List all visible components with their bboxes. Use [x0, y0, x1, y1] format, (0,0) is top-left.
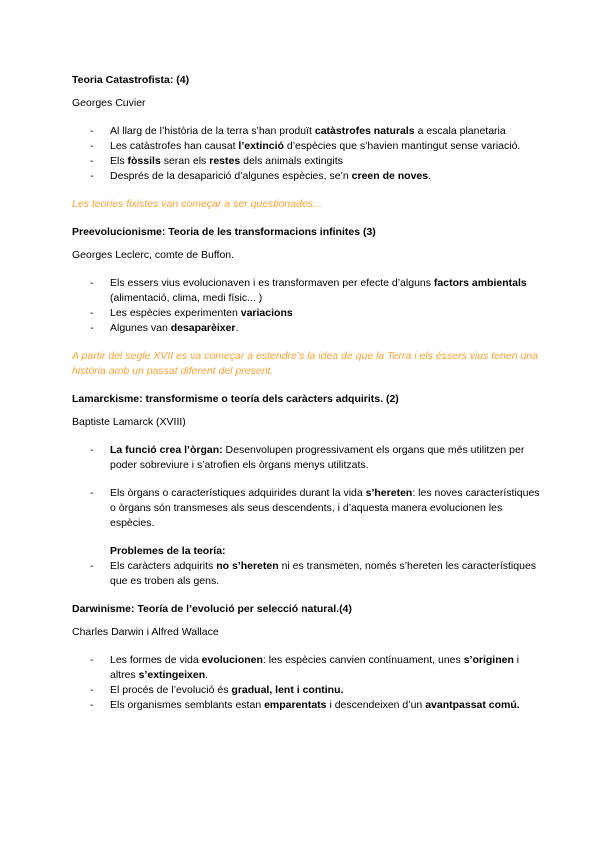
text-segment: Després de la desaparició d’algunes espècies, se’n [110, 170, 352, 182]
bullet-item [72, 443, 542, 473]
bullet-item [72, 276, 542, 306]
text-segment: a escala planetaria [414, 125, 506, 137]
bullet-text [110, 139, 542, 154]
bold-text-segment: emparentats [264, 699, 327, 711]
bullet-marker: - [90, 699, 94, 711]
text-segment: : les noves característiques o òrgans són transmeses als seus descendents, i d’aquesta manera evolucionen les espècies. [110, 487, 540, 529]
bullet-marker: - [90, 140, 94, 152]
bold-text-segment: desaparèixer [170, 322, 236, 334]
bullet-item [72, 698, 542, 713]
note-italic: Les teories fixistes van começar a ser questionades... [72, 198, 322, 210]
bullet-marker: - [90, 654, 94, 666]
bullet-marker: - [90, 322, 94, 334]
author-line: Georges Cuvier [72, 97, 146, 109]
bullet-item [72, 124, 542, 139]
text-segment: d’espècies que s’havien mantingut sense variació. [283, 140, 521, 152]
text-segment: ni es transmeten, només s’hereten les característiques que es troben als gens. [110, 560, 537, 587]
author-line: Georges Leclerc, comte de Buffon. [72, 249, 235, 261]
bold-text-segment: s’extingeixen [138, 669, 206, 681]
text-segment: i altres [110, 654, 520, 681]
text-segment: Al llarg de l’història de la terra s’han produït [110, 125, 315, 137]
author-line: Baptiste Lamarck (XVIII) [72, 416, 186, 428]
text-segment: Els caràcters adquirits [110, 560, 217, 572]
bold-text-segment: s’originen [463, 654, 514, 666]
bullet-item [72, 683, 542, 698]
bullet-text [110, 124, 542, 139]
bullet-text [110, 653, 542, 683]
text-segment: Els essers vius evolucionaven i es transformaven per efecte d’alguns [110, 277, 434, 289]
bullet-item [72, 306, 542, 321]
text-segment: i descendeixen d’un [326, 699, 426, 711]
bullet-text [110, 276, 542, 306]
bullet-marker: - [90, 155, 94, 167]
bullet-text [110, 443, 542, 473]
bold-text-segment: variacions [240, 307, 293, 319]
bold-text-segment: no s’hereten [216, 560, 279, 572]
bold-text-segment: La funció crea l’òrgan: [110, 444, 223, 456]
bullet-item [72, 321, 542, 336]
text-segment: dels animals extingits [240, 155, 343, 167]
bold-text-segment: l’extinció [238, 140, 284, 152]
bold-text-segment: evolucionen [201, 654, 263, 666]
bold-text-segment: factors ambientals [433, 277, 527, 289]
bullet-list [72, 559, 542, 589]
text-segment: El procés de l’evolució és [110, 684, 232, 696]
bullet-text [110, 698, 542, 713]
text-segment: Les espècies experimenten [110, 307, 241, 319]
note-italic: A partir del segle XVII es va começar a estendre’s la idea de que la Terra i els éssers vius tenen una història amb un passat diferent del present. [72, 350, 538, 377]
bullet-text [110, 321, 542, 336]
bullet-marker: - [90, 170, 94, 182]
section-heading: Preevolucionisme: Teoria de les transformacions infinites (3) [72, 226, 376, 238]
section-heading: Darwinisme: Teoría de l’evolució per selecció natural.(4) [72, 603, 352, 615]
bullet-text [110, 169, 542, 184]
bullet-marker: - [90, 125, 94, 137]
author-line: Charles Darwin i Alfred Wallace [72, 626, 219, 638]
bold-text-segment: creen de noves [351, 170, 429, 182]
bullet-marker: - [90, 277, 94, 289]
section-heading: Teoria Catastrofista: (4) [72, 74, 190, 86]
sub-heading: Problemes de la teoría: [110, 545, 226, 557]
text-segment: . [235, 322, 239, 334]
text-segment: (alimentació, clima, medi físic... ) [110, 292, 263, 304]
bold-text-segment: s’hereten [365, 487, 413, 499]
bullet-list [72, 653, 542, 713]
bullet-marker: - [90, 487, 94, 499]
bullet-text [110, 154, 542, 169]
bullet-list [72, 443, 542, 473]
bullet-list [72, 276, 542, 336]
text-segment: seran els [160, 155, 210, 167]
bullet-marker: - [90, 307, 94, 319]
text-segment: : les espècies canvien contínuament, unes [262, 654, 464, 666]
text-segment: Les formes de vida [110, 654, 202, 666]
bold-text-segment: gradual, lent i continu. [231, 684, 344, 696]
bullet-marker: - [90, 684, 94, 696]
bullet-item [72, 169, 542, 184]
bullet-list [72, 124, 542, 184]
bullet-text [110, 486, 542, 531]
bullet-marker: - [90, 444, 94, 456]
text-segment: . [428, 170, 432, 182]
bullet-text [110, 306, 542, 321]
text-segment: Els organismes semblants estan [110, 699, 265, 711]
bullet-item [72, 154, 542, 169]
bold-text-segment: catàstrofes naturals [314, 125, 415, 137]
text-segment: . [205, 669, 209, 681]
bold-text-segment: fòssils [127, 155, 161, 167]
text-segment: Els òrgans o característiques adquirides durant la vida [110, 487, 366, 499]
bullet-text [110, 683, 542, 698]
section-heading: Lamarckisme: transformisme o teoría dels caràcters adquirits. (2) [72, 393, 399, 405]
text-segment: Les catàstrofes han causat [110, 140, 239, 152]
bullet-item [72, 486, 542, 531]
bullet-list [72, 486, 542, 531]
bold-text-segment: restes [209, 155, 241, 167]
bullet-item [72, 139, 542, 154]
bullet-text [110, 559, 542, 589]
text-segment: Algunes van [110, 322, 171, 334]
text-segment: Els [110, 155, 128, 167]
text-segment: Desenvolupen progressivament els organs que més utilitzen per poder sobreviure i s’atrofien els òrgans menys utilitzats. [110, 444, 525, 471]
bullet-marker: - [90, 560, 94, 572]
bullet-item [72, 559, 542, 589]
bold-text-segment: avantpassat comú. [425, 699, 520, 711]
bullet-item [72, 653, 542, 683]
